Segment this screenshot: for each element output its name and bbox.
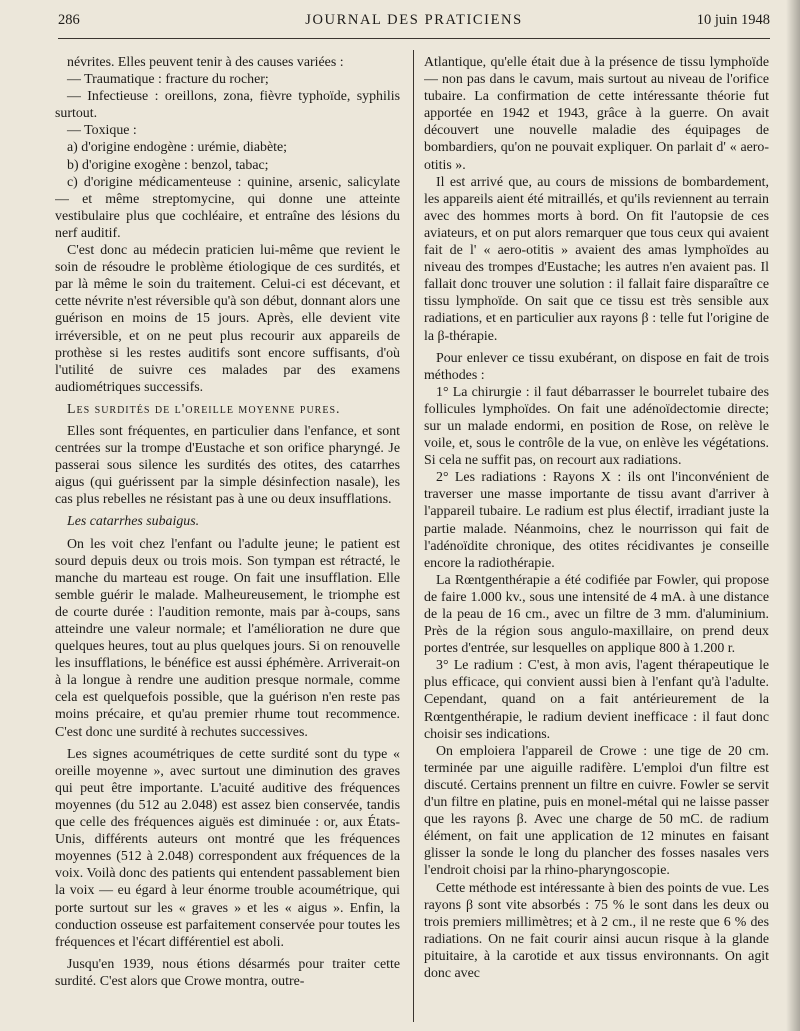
left-column bbox=[55, 54, 400, 1019]
journal-title: JOURNAL DES PRATICIENS bbox=[305, 12, 523, 28]
paragraph: Les signes acoumétriques de cette surdité sont du type « oreille moyenne », avec surtout une diminution des graves qui peut être importante. L'acuité auditive des fréquences moyennes (du 512 au 2.048) est assez bien conservée, tandis que celle des fréquences aiguës est diminuée : or, aux États-Unis, différents auteurs ont montré que les fréquences moyennes (512 à 2.048) correspondent aux fréquences de la voix. Voilà donc des patients qui entendent passablement bien la voix — eu égard à leur énorme trouble acoumétrique, qui porte surtout sur les « graves » et les « aigus ». Enfin, la conduction osseuse est parfaitement conservée pour toutes les fréquences et l'écart différentiel est aboli. bbox=[55, 746, 400, 950]
list-item: b) d'origine exogène : benzol, tabac; bbox=[67, 157, 269, 173]
paragraph: Il est arrivé que, au cours de missions de bombardement, les appareils aient été mitraillés, et qu'ils reviennent au terrain avec des hommes morts à bord. On fit l'autopsie de ces aviateurs, et on put alors remarquer que tous ceux qui avaient fait de l' « aero-otitis » avaient des amas lymphoïdes au niveau des trompes d'Eustache; les autres n'en avaient pas. Il fallait donc trouver une solution : il fallait faire disparaître ce tissu lymphoïde. On sait que ce tissu est très sensible aux radiations, et en particulier aux rayons β : telle fut l'origine de la β-thérapie. bbox=[424, 174, 769, 344]
subsection-heading: Les catarrhes subaigus. bbox=[67, 514, 200, 530]
paragraph: La Rœntgenthérapie a été codifiée par Fowler, qui propose de faire 1.000 kv., sous une intensité de 4 mA. à une distance de la peau de 16 cm., avec un filtre de 3 mm. d'aluminium. Près de la région sous angulo-maxillaire, on prend deux portes d'entrée, sur lesquelles on applique 800 à 1.200 r. bbox=[424, 572, 769, 657]
header-rule bbox=[58, 38, 770, 39]
paragraph: 3° Le radium : C'est, à mon avis, l'agent thérapeutique le plus efficace, qui convient aussi bien à l'enfant qu'à l'adulte. Cependant, quand on a fait antérieurement de la Rœntgenthérapie, le radium devient inefficace : il faut donc choisir ses indications. bbox=[424, 658, 769, 742]
section-heading: Les surdités de l'oreille moyenne pures. bbox=[67, 401, 341, 417]
page-header bbox=[58, 12, 770, 34]
paragraph: 2° Les radiations : Rayons X : ils ont l'inconvénient de traverser une masse importante de tissu avant d'arriver à l'appareil tubaire. Le radium est plus électif, irradiant juste la partie malade. Néanmoins, chez le nourrisson qui fait de l'adénoïdite chronique, des otites récidivantes je conseille encore la radiothérapie. bbox=[424, 470, 769, 571]
paragraph: Elles sont fréquentes, en particulier dans l'enfance, et sont centrées sur la trompe d'Eustache et son orifice pharyngé. Je passerai sous silence les surdités des otites, des catarrhes aigus (qui guérissent par la simple désinfection nasale), les cas plus rebelles ne résistant pas à une ou deux insufflations. bbox=[55, 423, 400, 508]
list-item: c) d'origine médicamenteuse : quinine, arsenic, salicylate — et même streptomycine, qui donne une atteinte vestibulaire plus que cochléaire, et entraîne des lésions du nerf auditif. bbox=[55, 174, 400, 241]
list-item: a) d'origine endogène : urémie, diabète; bbox=[67, 140, 288, 156]
paragraph: Cette méthode est intéressante à bien des points de vue. Les rayons β sont vite absorbés : 75 % le sont dans les deux ou trois premiers millimètres; et à 2 cm., il ne reste que 6 % des radiations. On ne fait courir ainsi aucun risque à la glande pituitaire, à la carotide et aux tissus environnants. On agit donc avec bbox=[424, 880, 769, 981]
column-divider bbox=[413, 50, 414, 1022]
list-item: — Toxique : bbox=[67, 123, 137, 139]
list-item: — Infectieuse : oreillons, zona, fièvre typhoïde, syphilis surtout. bbox=[55, 89, 400, 122]
paragraph: On emploiera l'appareil de Crowe : une tige de 20 cm. terminée par une aiguille radifère. L'emploi d'un filtre est discuté. Certains prennent un filtre en cuivre. Fowler se servit d'un filtre en platine, puis en monel-métal qui ne laisse passer que les rayons β. Avec une charge de 50 mC. de radium élément, on fait une application de 12 minutes en faisant glisser la sonde le long du plancher des fosses nasales vers l'endroit choisi par la rhino-pharyngoscopie. bbox=[424, 743, 769, 879]
paragraph: névrites. Elles peuvent tenir à des causes variées : bbox=[67, 55, 344, 70]
paragraph: Jusqu'en 1939, nous étions désarmés pour traiter cette surdité. C'est alors que Crowe montra, outre- bbox=[55, 956, 400, 989]
paragraph: On les voit chez l'enfant ou l'adulte jeune; le patient est sourd depuis deux ou trois mois. Son tympan est rétracté, le manche du marteau est rouge. On fait une insufflation. Elle semble guérir le malade. Malheureusement, le triomphe est de courte durée : l'audition remonte, mais par à-coups, sans atteindre une valeur normale; et l'amélioration ne dure que quelques heures, tout au plus quelques jours. Si on renouvelle les insufflations, le bénéfice est aussi éphémère. Arriverait-on à la longue à rendre une audition presque normale, comme cela est quelquefois possible, que la guérison n'en reste pas moins précaire, et qu'au premier rhume tout recommence. C'est donc une surdité à rechutes successives. bbox=[55, 536, 400, 740]
paragraph: 1° La chirurgie : il faut débarrasser le bourrelet tubaire des follicules lymphoïdes. On fait une adénoïdectomie directe; sur un malade endormi, en position de Rose, on relève le voile, et, sous le contrôle de la vue, on enlève les végétations. Si cela ne suffit pas, on recourt aux radiations. bbox=[424, 384, 769, 469]
page-number: 286 bbox=[58, 12, 80, 28]
paragraph: C'est donc au médecin praticien lui-même que revient le soin de résoudre le problème étiologique de ces surdités, et par là même le soin du traitement. Celui-ci est décevant, et cette névrite n'est réversible qu'à son début, donnant alors une guérison en moins de 15 jours. Après, elle devient vite irréversible, et on ne peut plus recourir aux appareils de prothèse si les restes auditifs sont encore suffisants, d'où l'utilité de suivre ces malades par des examens audiométriques successifs. bbox=[55, 243, 400, 395]
right-column bbox=[424, 54, 769, 1019]
paragraph: Atlantique, qu'elle était due à la présence de tissu lymphoïde — non pas dans le cavum, mais surtout au niveau de l'orifice tubaire. La confirmation de cette intéressante théorie fut apportée en 1942 et 1943, grâce à la guerre. On avait découvert une nouvelle maladie des équipages de bombardiers, qu'on ne pouvait expliquer. On parlait d' « aero-otitis ». bbox=[424, 55, 769, 173]
paragraph: Pour enlever ce tissu exubérant, on dispose en fait de trois méthodes : bbox=[424, 350, 769, 383]
list-item: — Traumatique : fracture du rocher; bbox=[67, 72, 269, 88]
issue-date: 10 juin 1948 bbox=[696, 12, 770, 28]
